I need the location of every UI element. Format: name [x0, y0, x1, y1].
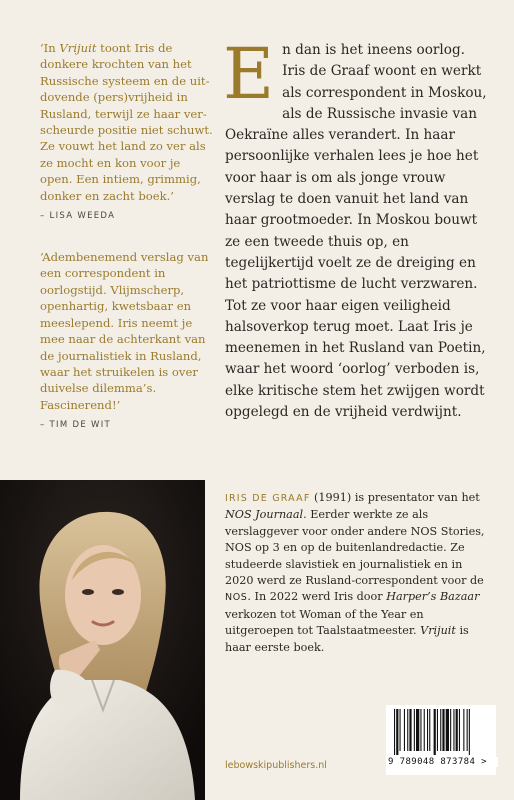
quote-text-rest: toont Iris de donkere krochten van het Russische systeem en de uitdovende (pers)vrijheid in Rusland, terwijl ze haar verscheurde positie niet schuwt. Ze vouwt het land zo ver als ze mocht en kon voor je open. Een intiem, grimmig, donker en zacht boek.’ — [40, 41, 213, 203]
quote-author-lisa-weeda: – LISA WEEDA — [40, 211, 116, 222]
bio-segment: verkozen tot Woman of the Year en uitgeroepen tot Taalstaatmeester. — [225, 607, 424, 638]
bio-show-title: NOS Journaal — [225, 508, 304, 522]
quote-author-tim-de-wit: – TIM DE WIT — [40, 420, 112, 431]
blurb-column — [223, 33, 490, 423]
bio-book-title: Vrijuit — [420, 624, 456, 638]
quotes-column — [40, 40, 215, 430]
barcode-bar — [414, 709, 415, 751]
bio-magazine-title: Harper’s Bazaar — [386, 590, 480, 604]
blurb-text — [223, 33, 490, 423]
barcode-bar — [407, 709, 408, 751]
barcode-bar — [424, 709, 425, 751]
barcode-bar — [469, 709, 470, 755]
barcode-bar — [394, 709, 395, 755]
barcode-bar — [429, 709, 430, 751]
barcode-bar — [409, 709, 411, 751]
barcode-bar — [396, 709, 398, 755]
barcode-bar — [427, 709, 428, 751]
barcode-bar — [463, 709, 464, 751]
bio-text — [225, 490, 493, 656]
barcode-bar — [434, 709, 436, 755]
author-bio — [225, 490, 493, 656]
barcode-bar — [404, 709, 405, 751]
isbn-number: 9 789048 873784 > — [386, 757, 498, 767]
bio-segment: . Eerder werkte ze als verslaggever voor onder andere NOS Stories, NOS op 3 en op de buitenlandredactie. Ze studeerde slavistiek en journalistiek en in 2020 werd ze Rusland-correspondent voor de — [225, 508, 485, 588]
quote-lisa-weeda — [40, 40, 215, 204]
drop-cap: E — [223, 33, 275, 115]
barcode-bar — [467, 709, 468, 751]
barcode-bar — [446, 709, 449, 751]
author-portrait-illustration — [0, 480, 205, 800]
barcode-bar — [420, 709, 421, 751]
barcode-bar — [440, 709, 441, 751]
publisher-url: lebowskipublishers.nl — [225, 760, 327, 771]
barcode-bar — [456, 709, 458, 751]
author-name: IRIS DE GRAAF — [225, 493, 311, 504]
quote-text-start: ‘In — [40, 41, 60, 55]
barcode-bar — [442, 709, 444, 751]
author-photo — [0, 480, 205, 800]
bio-segment: . In 2022 werd Iris door — [247, 590, 387, 604]
barcode-bar — [453, 709, 454, 751]
bio-segment: (1991) is presentator van het — [310, 491, 480, 504]
barcode-icon — [386, 705, 496, 757]
barcode-bar — [400, 709, 401, 751]
quote-tim-de-wit: ‘Adembenemend verslag van een correspondent in oorlogstijd. Vlijmscherp, openhartig, kwetsbaar en meeslepend. Iris neemt je mee naar de achterkant van de journalistiek in Rusland, waar het struikelen is over duivelse dilemma’s. Fascinerend!’ — [40, 250, 209, 412]
bio-segment: is haar eerste boek. — [225, 624, 469, 654]
bio-nos: NOS — [225, 592, 248, 604]
barcode-bar — [437, 709, 438, 751]
barcode-bar — [459, 709, 460, 751]
barcode-bar — [450, 709, 451, 751]
blurb-body: n dan is het ineens oorlog. Iris de Graaf woont en werkt als correspondent in Moskou, als de Russische invasie van Oekraïne alles verandert. In haar persoonlijke verhalen lees je hoe het voor haar is om als jonge vrouw verslag te doen vanuit het land van haar grootmoeder. In Moskou bouwt ze een tweede thuis op, en tegelijkertijd voelt ze de dreiging en het patriottisme de lucht verzwaren. Tot ze voor haar eigen veiligheid halsoverkop terug moet. Laat Iris je meenemen in het Rusland van Poetin, waar het woord ‘oorlog’ verboden is, elke kritische stem het zwijgen wordt opgelegd en de vrijheid verdwijnt. — [225, 42, 487, 421]
barcode-bar — [416, 709, 419, 751]
quote-book-title: Vrijuit — [59, 41, 97, 55]
